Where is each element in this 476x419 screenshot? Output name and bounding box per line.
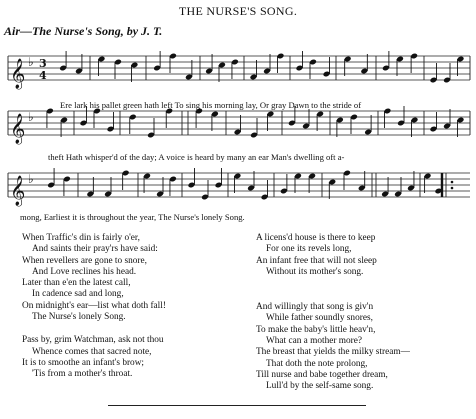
treble-clef: 𝄞 [10,176,26,206]
verse-column-right [256,233,476,393]
verse-line: Later than e'en the latest call, [22,278,131,289]
verse-line: Whence comes that sacred note, [32,346,152,357]
verse-line: 'Tis from a mother's throat. [32,369,133,380]
verse-line: On midnight's ear—list what doth fall! [22,300,166,311]
verse-line: To make the baby's little heav'n, [256,324,376,335]
verse-line: Pass by, grim Watchman, ask not thou [22,335,164,346]
verse-line: For one its revels long, [266,244,352,255]
repeat-dot [451,181,454,184]
verse-line: And saints their pray'rs have said: [32,244,158,255]
repeat-dot [451,187,454,190]
flat-sign: ♭ [28,110,34,124]
verse-line: In cadence sad and long, [32,289,124,300]
verse-line: When Traffic's din is fairly o'er, [22,233,140,243]
lyric-line-3: mong, Earliest it is throughout the year, The Nurse's lonely Song. [20,212,245,222]
treble-clef: 𝄞 [10,114,26,144]
verse-line: When revellers are gone to snore, [22,255,147,266]
page-title: THE NURSE'S SONG. [178,4,298,18]
verse-line: Till nurse and babe together dream, [256,369,388,380]
flat-sign: ♭ [28,55,34,69]
stanza-right-2 [256,302,476,392]
verse-column-left [22,233,242,381]
verse-line: An infant free that will not sleep [256,255,377,266]
bottom-rule [108,405,366,406]
verse-line: Without its mother's song. [266,266,364,277]
verse-line: While father soundly snores, [266,313,373,324]
time-signature-top: 3 [39,57,47,70]
stanza-right-1 [256,233,476,278]
lyric-line-1: Ere lark his pallet green hath left To sing his morning lay, Or gray Dawn to the stride of [60,100,362,110]
verse-line: The Nurse's lonely Song. [32,312,126,323]
verse-line: It is to smoothe an infant's brow; [22,357,145,368]
flat-sign: ♭ [28,172,34,186]
stanza-left-1 [22,233,242,323]
verse-line: The breast that yields the milky stream— [256,347,410,358]
verse-line: What can a mother more? [266,336,363,347]
verse-line: Lull'd by the self-same song. [266,381,374,392]
air-credit: Air—The Nurse's Song, by J. T. [4,24,163,38]
time-signature-bottom: 4 [39,69,47,82]
stanza-left-2 [22,335,242,380]
verse-line: A licens'd house is there to keep [256,233,376,243]
verse-line: And willingly that song is giv'n [256,302,374,313]
treble-clef: 𝄞 [10,59,26,89]
verse-line: That doth the note prolong, [266,358,368,369]
lyric-line-2: theft Hath whisper'd of the day; A voice is heard by many an ear Man's dwelling oft a- [48,152,345,162]
verse-line: And Love reclines his head. [32,266,137,277]
